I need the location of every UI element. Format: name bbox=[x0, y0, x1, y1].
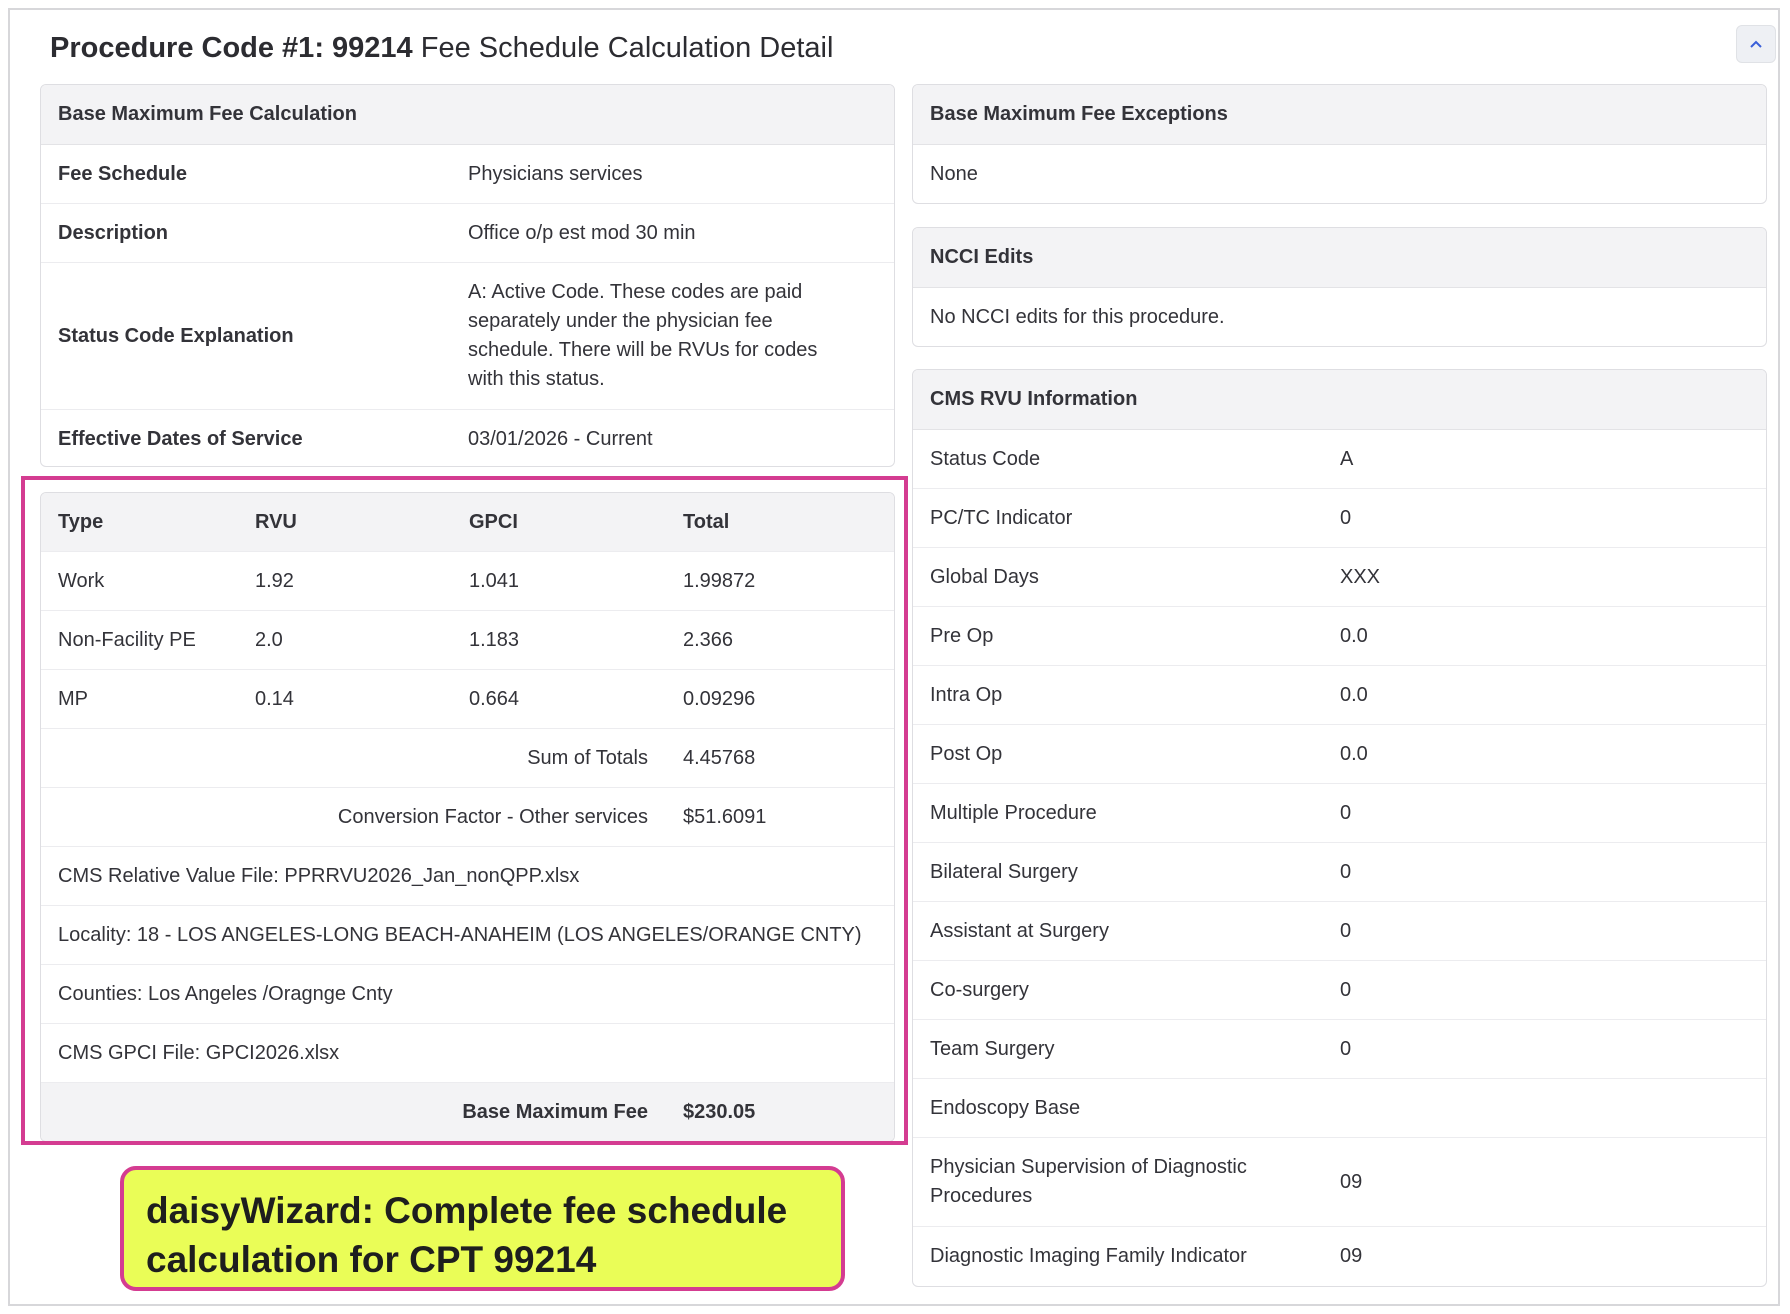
row-label: Pre Op bbox=[930, 624, 994, 647]
conversion-factor-value: $51.6091 bbox=[683, 805, 767, 828]
row-value: 0 bbox=[1340, 919, 1352, 942]
locality-text: Locality: 18 - LOS ANGELES-LONG BEACH-ANAHEIM (LOS ANGELES/ORANGE CNTY) bbox=[58, 923, 862, 946]
base-maximum-fee-value: $230.05 bbox=[683, 1101, 756, 1123]
panel-title: Base Maximum Fee Exceptions bbox=[913, 85, 1766, 145]
row-value: Physicians services bbox=[468, 162, 643, 185]
total-cell: 0.09296 bbox=[683, 687, 756, 710]
row-value: 0.0 bbox=[1340, 683, 1368, 706]
gpci-cell: 0.664 bbox=[469, 687, 520, 710]
procedure-code-title: Procedure Code #1: 99214 bbox=[50, 32, 413, 64]
cms-row-global-days bbox=[913, 548, 1766, 607]
row-label: Assistant at Surgery bbox=[930, 919, 1109, 942]
column-header-gpci: GPCI bbox=[469, 510, 518, 533]
description-row bbox=[41, 204, 894, 263]
exceptions-value: None bbox=[930, 163, 978, 185]
row-value: 0 bbox=[1340, 860, 1352, 883]
type-cell: Non-Facility PE bbox=[58, 628, 196, 651]
row-label: Effective Dates of Service bbox=[58, 427, 303, 450]
row-label: Bilateral Surgery bbox=[930, 860, 1078, 883]
gpci-cell: 1.183 bbox=[469, 628, 520, 651]
ncci-row bbox=[913, 288, 1766, 347]
cms-row-pre-op bbox=[913, 607, 1766, 666]
row-value: A: Active Code. These codes are paid separately under the physician fee schedule. There will be RVUs for codes with this status. bbox=[468, 281, 818, 390]
row-value: 0 bbox=[1340, 506, 1352, 529]
row-label: Status Code Explanation bbox=[58, 324, 294, 347]
base-maximum-fee-label: Base Maximum Fee bbox=[462, 1101, 648, 1123]
row-label: Co-surgery bbox=[930, 978, 1029, 1001]
row-value: 0 bbox=[1340, 978, 1352, 1001]
gpci-cell: 1.041 bbox=[469, 569, 520, 592]
rvu-cell: 1.92 bbox=[255, 569, 294, 592]
total-cell: 1.99872 bbox=[683, 569, 756, 592]
title-suffix: Fee Schedule Calculation Detail bbox=[412, 32, 834, 64]
base-fee-calculation-panel bbox=[40, 84, 895, 467]
row-label: Multiple Procedure bbox=[930, 801, 1097, 824]
row-label: Description bbox=[58, 221, 169, 244]
cms-row-assistant-at-surgery bbox=[913, 902, 1766, 961]
row-value: 0 bbox=[1340, 1037, 1352, 1060]
row-value: Office o/p est mod 30 min bbox=[468, 221, 696, 244]
row-value: 0.0 bbox=[1340, 742, 1368, 765]
row-value: 0 bbox=[1340, 801, 1352, 824]
row-value: XXX bbox=[1340, 565, 1381, 588]
sum-of-totals-label: Sum of Totals bbox=[527, 746, 648, 769]
column-header-type: Type bbox=[58, 510, 104, 533]
row-label: Team Surgery bbox=[930, 1037, 1055, 1060]
panel-title: Base Maximum Fee Calculation bbox=[41, 85, 894, 145]
cms-row-endoscopy-base bbox=[913, 1079, 1766, 1138]
cms-row-co-surgery bbox=[913, 961, 1766, 1020]
panel-title: NCCI Edits bbox=[913, 228, 1766, 288]
row-value: 03/01/2026 - Current bbox=[468, 427, 653, 450]
ncci-value: No NCCI edits for this procedure. bbox=[930, 306, 1225, 328]
rvu-cell: 2.0 bbox=[255, 628, 283, 651]
rv-file-text: CMS Relative Value File: PPRRVU2026_Jan_nonQPP.xlsx bbox=[58, 864, 580, 887]
type-cell: MP bbox=[58, 687, 88, 710]
cms-row-multiple-procedure bbox=[913, 784, 1766, 843]
rvu-cell: 0.14 bbox=[255, 687, 294, 710]
highlight-box bbox=[21, 476, 908, 1145]
row-label: Intra Op bbox=[930, 683, 1003, 706]
row-label: Diagnostic Imaging Family Indicator bbox=[930, 1245, 1247, 1267]
fee-schedule-row bbox=[41, 145, 894, 204]
cms-row-physician-supervision bbox=[913, 1138, 1766, 1227]
row-value: 09 bbox=[1340, 1245, 1363, 1267]
panel-title: CMS RVU Information bbox=[913, 370, 1766, 430]
row-label: Fee Schedule bbox=[58, 162, 187, 185]
ncci-edits-panel bbox=[912, 227, 1767, 347]
gpci-file-text: CMS GPCI File: GPCI2026.xlsx bbox=[58, 1041, 340, 1064]
conversion-factor-label: Conversion Factor - Other services bbox=[337, 805, 648, 828]
row-value: 09 bbox=[1340, 1170, 1363, 1193]
effective-dates-row bbox=[41, 410, 894, 467]
total-cell: 2.366 bbox=[683, 628, 734, 651]
row-value: 0.0 bbox=[1340, 624, 1368, 647]
row-label: Endoscopy Base bbox=[930, 1096, 1081, 1119]
row-label: Physician Supervision of Diagnostic Procedures bbox=[930, 1156, 1247, 1207]
cms-row-bilateral-surgery bbox=[913, 843, 1766, 902]
chevron-up-icon bbox=[1749, 39, 1763, 49]
cms-row-team-surgery bbox=[913, 1020, 1766, 1079]
cms-row-pctc-indicator bbox=[913, 489, 1766, 548]
status-code-explanation-row bbox=[41, 263, 894, 410]
callout-annotation: daisyWizard: Complete fee schedule calculation for CPT 99214 bbox=[120, 1166, 845, 1291]
sum-of-totals-value: 4.45768 bbox=[683, 746, 756, 769]
page-title bbox=[50, 32, 833, 65]
cms-rvu-information-panel bbox=[912, 369, 1767, 1287]
cms-row-post-op bbox=[913, 725, 1766, 784]
row-label: Post Op bbox=[930, 742, 1003, 765]
cms-row-intra-op bbox=[913, 666, 1766, 725]
exceptions-row bbox=[913, 145, 1766, 204]
row-label: PC/TC Indicator bbox=[930, 506, 1073, 529]
row-value: A bbox=[1340, 447, 1354, 470]
row-label: Status Code bbox=[930, 447, 1041, 470]
row-label: Global Days bbox=[930, 565, 1039, 588]
cms-row-status-code bbox=[913, 430, 1766, 489]
type-cell: Work bbox=[58, 569, 105, 592]
column-header-total: Total bbox=[683, 510, 730, 533]
cms-row-diagnostic-imaging bbox=[913, 1227, 1766, 1286]
counties-text: Counties: Los Angeles /Oragnge Cnty bbox=[58, 982, 393, 1005]
collapse-button[interactable] bbox=[1736, 25, 1776, 63]
fee-exceptions-panel bbox=[912, 84, 1767, 204]
column-header-rvu: RVU bbox=[255, 510, 297, 533]
